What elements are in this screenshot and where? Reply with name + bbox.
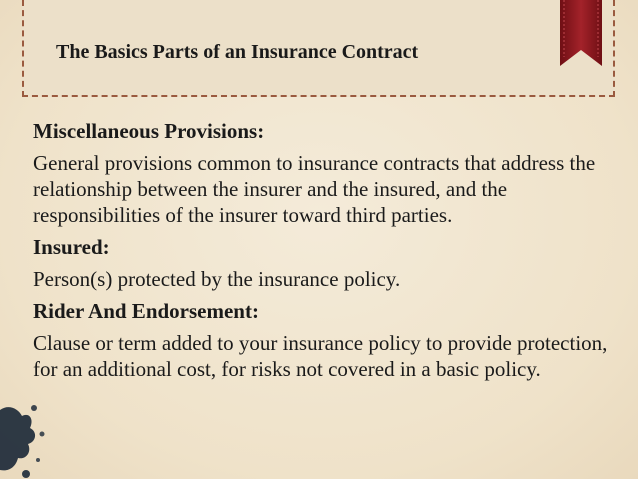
slide-content xyxy=(33,118,618,388)
section-heading-miscellaneous: Miscellaneous Provisions: xyxy=(33,119,265,143)
bookmark-ribbon-icon xyxy=(560,0,602,66)
section-body-rider: Clause or term added to your insurance policy to provide protection, for an additional cost, for risks not covered in a basic policy. xyxy=(33,331,608,381)
section-body-insured: Person(s) protected by the insurance policy. xyxy=(33,267,401,291)
slide-title: The Basics Parts of an Insurance Contract xyxy=(56,41,419,63)
section-heading-insured: Insured: xyxy=(33,235,110,259)
section-heading-rider: Rider And Endorsement: xyxy=(33,299,259,323)
section-body-miscellaneous: General provisions common to insurance contracts that address the relationship between the insurer and the insured, and the responsibilities of the insurer toward third parties. xyxy=(33,151,596,227)
ink-splatter-decoration xyxy=(0,390,60,479)
